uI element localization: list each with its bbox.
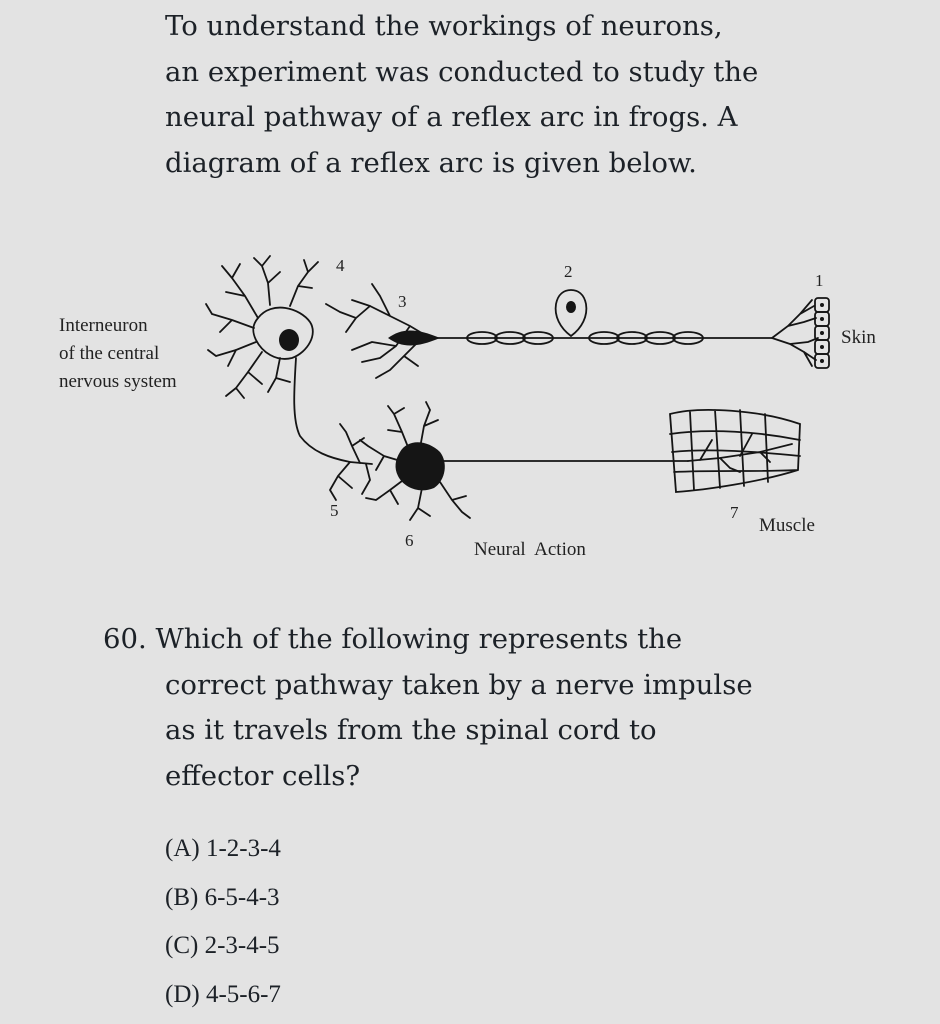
reflex-arc-diagram xyxy=(0,240,940,580)
interneuron-dendrites xyxy=(206,256,318,398)
question-text-line: effector cells? xyxy=(165,759,361,792)
intro-line: To understand the workings of neurons, xyxy=(165,10,723,42)
option-a[interactable]: (A) 1-2-3-4 xyxy=(165,835,281,862)
question-text-line: correct pathway taken by a nerve impulse xyxy=(165,668,753,701)
question-text-line: as it travels from the spinal cord to xyxy=(165,714,657,746)
option-d[interactable]: (D) 4-5-6-7 xyxy=(165,980,281,1008)
interneuron-label-line: of the central xyxy=(59,343,160,364)
sensory-nucleus xyxy=(566,301,576,313)
receptor-branches xyxy=(772,300,818,366)
motor-neuron-body xyxy=(396,442,445,490)
axon-terminal-branches xyxy=(330,424,370,500)
interneuron-label-line: nervous system xyxy=(59,371,177,392)
skin-label: Skin xyxy=(841,327,876,348)
sensory-soma-cone xyxy=(388,331,440,346)
muscle-label: Muscle xyxy=(759,515,815,536)
label-number-4: 4 xyxy=(336,256,345,275)
question-text-line: Which of the following represents the xyxy=(155,623,683,655)
interneuron-nucleus xyxy=(279,329,299,351)
label-number-1: 1 xyxy=(815,271,824,290)
interneuron-label-line: Interneuron xyxy=(59,315,148,336)
diagram-caption: Neural Action xyxy=(474,539,586,560)
label-number-7: 7 xyxy=(730,503,739,522)
intro-paragraph xyxy=(165,4,845,186)
question-number: 60. xyxy=(103,623,147,655)
muscle-tissue xyxy=(670,410,800,492)
intro-line: an experiment was conducted to study the xyxy=(165,55,759,88)
label-number-3: 3 xyxy=(398,292,407,311)
answer-options xyxy=(165,825,281,1019)
intro-line: neural pathway of a reflex arc in frogs. A xyxy=(165,101,738,133)
reflex-arc-illustration xyxy=(0,240,940,580)
label-number-6: 6 xyxy=(405,531,414,550)
label-number-5: 5 xyxy=(330,501,339,520)
option-b[interactable]: (B) 6-5-4-3 xyxy=(165,883,280,911)
question-60 xyxy=(103,617,863,799)
intro-line: diagram of a reflex arc is given below. xyxy=(165,146,697,179)
label-number-2: 2 xyxy=(564,262,573,281)
interneuron-axon xyxy=(294,358,372,464)
option-c[interactable]: (C) 2-3-4-5 xyxy=(165,932,280,959)
question-first-line xyxy=(103,617,863,663)
